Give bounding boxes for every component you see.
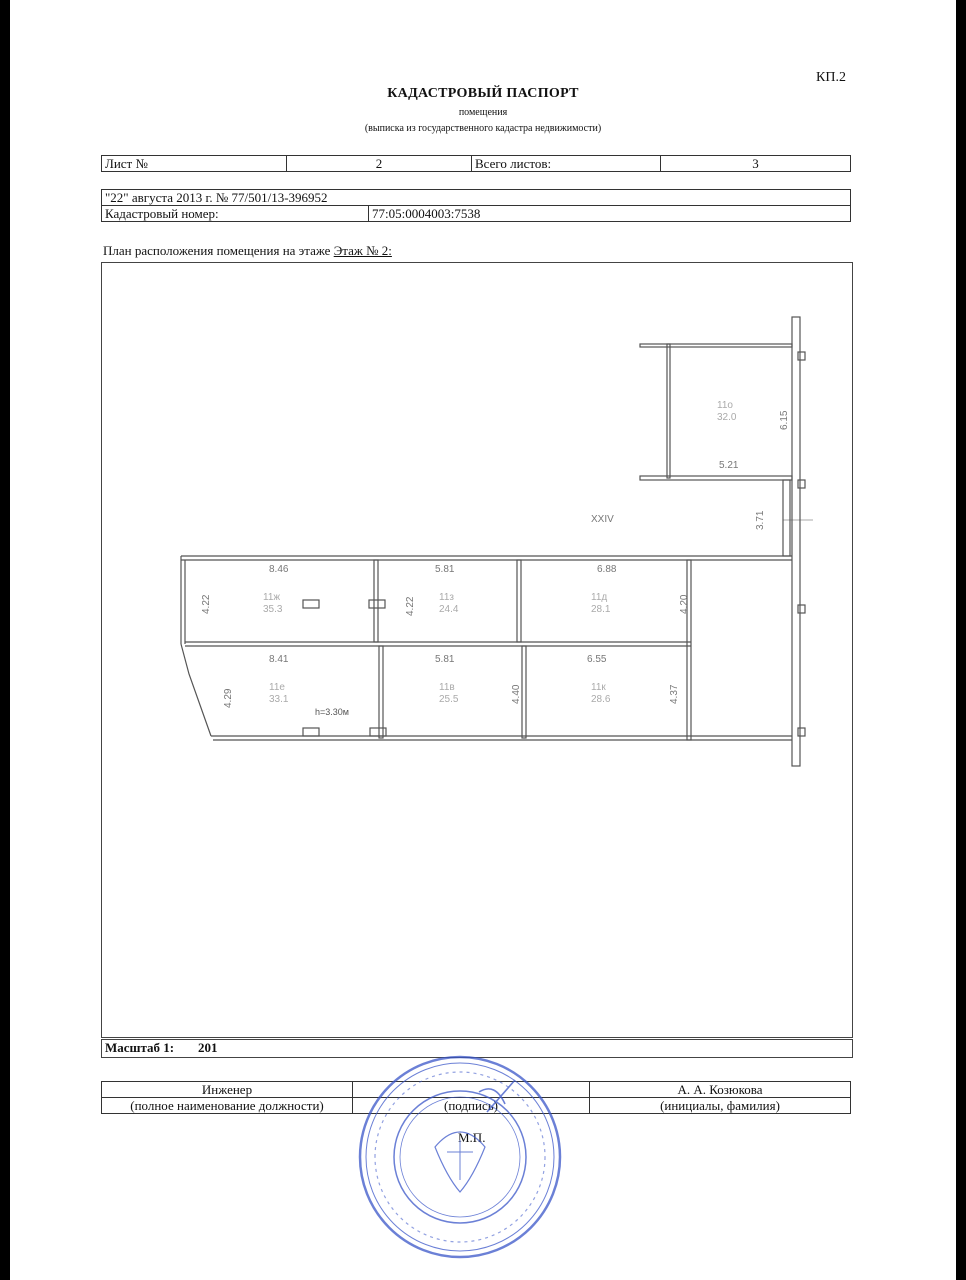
- room-11zh-area: 35.3: [263, 604, 283, 615]
- room-11zh-id: 11ж: [263, 592, 281, 603]
- partition-1-bottom: [379, 646, 383, 738]
- room-11d-width: 6.88: [597, 564, 617, 575]
- cadastral-label: Кадастровый номер:: [102, 206, 369, 222]
- room-11zh-depth: 4.22: [201, 594, 212, 614]
- total-sheets-label: Всего листов:: [472, 156, 661, 172]
- partition-3: [687, 560, 691, 740]
- room-11v-depth: 4.40: [511, 684, 522, 704]
- room-11e-depth: 4.29: [223, 688, 234, 708]
- document-subtitle-note: (выписка из государственного кадастра недвижимости): [364, 123, 602, 134]
- partition-2-bottom: [522, 646, 526, 738]
- room-11o-left-wall: [667, 344, 670, 478]
- name-caption: (инициалы, фамилия): [590, 1098, 851, 1114]
- room-11k-id: 11к: [591, 682, 606, 693]
- corridor-right-wall: [783, 480, 790, 556]
- room-11o-top-wall: [640, 344, 792, 347]
- document-subtitle: помещения: [458, 107, 508, 118]
- doc-info-table: [101, 189, 851, 222]
- plan-caption: [103, 243, 392, 259]
- partition-2-top: [517, 560, 521, 642]
- room-11o-width: 5.21: [719, 460, 739, 471]
- height-note: h=3.30м: [315, 707, 349, 717]
- document-page: [10, 0, 956, 1280]
- date-number: "22" августа 2013 г. № 77/501/13-396952: [102, 190, 851, 206]
- corridor-depth: 3.71: [755, 510, 766, 530]
- sheet-table: [101, 155, 851, 172]
- window-marker-4: [370, 728, 386, 736]
- corridor-label: XXIV: [591, 514, 614, 525]
- room-11v-id: 11в: [439, 682, 455, 693]
- position-caption: (полное наименование должности): [102, 1098, 353, 1114]
- sheet-label: Лист №: [102, 156, 287, 172]
- total-sheets-value: 3: [661, 156, 851, 172]
- document-title: КАДАСТРОВЫЙ ПАСПОРТ: [387, 86, 579, 101]
- room-11d-area: 28.1: [591, 604, 611, 615]
- room-11zh-width: 8.46: [269, 564, 289, 575]
- wall-marker-1: [798, 352, 805, 360]
- window-marker-1: [303, 600, 319, 608]
- room-11z-area: 24.4: [439, 604, 459, 615]
- room-11o-depth: 6.15: [779, 410, 790, 430]
- room-11o-bottom-wall: [640, 476, 792, 480]
- seal-label: М.П.: [458, 1130, 486, 1145]
- window-marker-3: [303, 728, 319, 736]
- room-11z-width: 5.81: [435, 564, 455, 575]
- wall-marker-3: [798, 605, 805, 613]
- plan-caption-floor: Этаж № 2:: [333, 243, 392, 258]
- room-11d-id: 11д: [591, 592, 608, 603]
- room-11o-id: 11о: [717, 400, 733, 411]
- wall-marker-4: [798, 728, 805, 736]
- room-11k-depth: 4.37: [669, 684, 680, 704]
- window-marker-2: [369, 600, 385, 608]
- position: Инженер: [102, 1082, 353, 1098]
- cadastral-value: 77:05:0004003:7538: [369, 206, 851, 222]
- partition-1-top: [374, 560, 378, 642]
- main-left-wall-lower: [181, 644, 211, 736]
- room-11k-width: 6.55: [587, 654, 607, 665]
- room-11k-area: 28.6: [591, 694, 611, 705]
- floor-plan: [101, 262, 853, 1038]
- form-code: КП.2: [816, 70, 846, 85]
- room-11o-area: 32.0: [717, 412, 737, 423]
- signer-name: А. А. Козюкова: [590, 1082, 851, 1098]
- room-11d-depth: 4.20: [679, 594, 690, 614]
- room-11v-width: 5.81: [435, 654, 455, 665]
- room-11z-depth: 4.22: [405, 596, 416, 616]
- wall-marker-2: [798, 480, 805, 488]
- building-edge-wall: [792, 317, 800, 766]
- room-11e-area: 33.1: [269, 694, 289, 705]
- official-seal: [355, 1052, 565, 1262]
- room-11e-width: 8.41: [269, 654, 289, 665]
- scale-value: 201: [198, 1040, 218, 1055]
- scale-label: Масштаб 1:: [105, 1040, 175, 1055]
- plan-caption-prefix: План расположения помещения на этаже: [103, 243, 331, 258]
- sign-caption: (подпись): [353, 1098, 590, 1114]
- sheet-value: 2: [287, 156, 472, 172]
- room-11e-id: 11е: [269, 682, 285, 693]
- room-11v-area: 25.5: [439, 694, 459, 705]
- room-11z-id: 11з: [439, 592, 454, 603]
